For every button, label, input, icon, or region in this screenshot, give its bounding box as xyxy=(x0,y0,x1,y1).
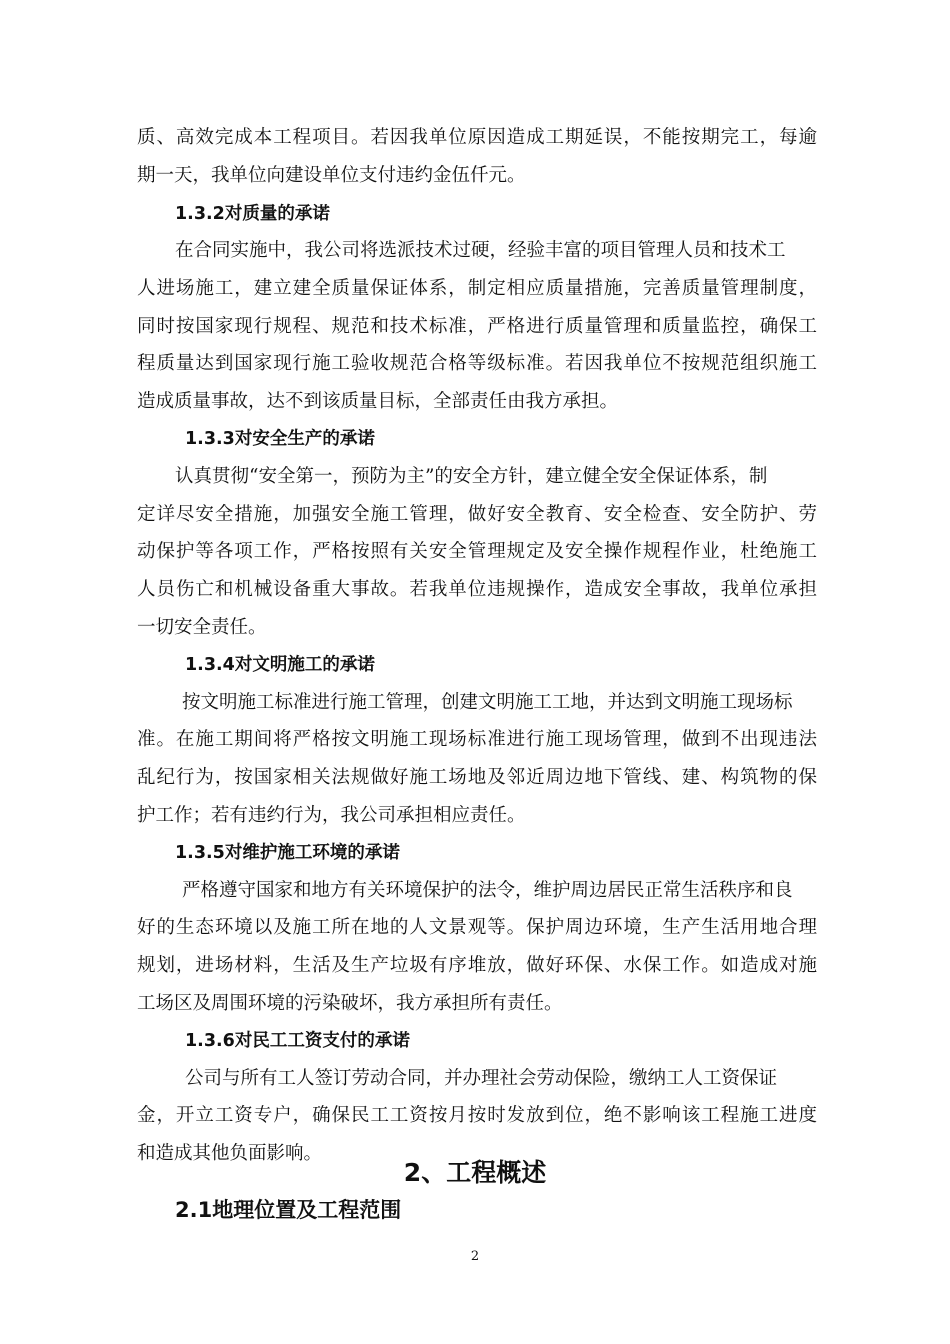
paragraph-line: 规划，进场材料，生活及生产垃圾有序堆放，做好环保、水保工作。如造成对施 xyxy=(137,955,817,976)
paragraph-line: 一切安全责任。 xyxy=(137,617,267,638)
paragraph-line: 护工作；若有违约行为，我公司承担相应责任。 xyxy=(137,805,526,826)
paragraph-line: 工场区及周围环境的污染破坏，我方承担所有责任。 xyxy=(137,993,563,1014)
paragraph-line: 准。在施工期间将严格按文明施工现场标准进行施工现场管理，做到不出现违法 xyxy=(137,729,817,750)
paragraph-line: 定详尽安全措施，加强安全施工管理，做好安全教育、安全检查、安全防护、劳 xyxy=(137,504,817,525)
paragraph-line: 公司与所有工人签订劳动合同，并办理社会劳动保险，缴纳工人工资保证 xyxy=(185,1068,778,1089)
paragraph-line: 好的生态环境以及施工所在地的人文景观等。保护周边环境，生产生活用地合理 xyxy=(137,917,817,938)
paragraph-line: 人进场施工，建立建全质量保证体系，制定相应质量措施，完善质量管理制度， xyxy=(137,278,817,299)
section-heading-1-3-4: 1.3.4对文明施工的承诺 xyxy=(185,655,375,675)
paragraph-line: 在合同实施中，我公司将选派技术过硬，经验丰富的项目管理人员和技术工 xyxy=(175,240,786,261)
paragraph-line: 质、高效完成本工程项目。若因我单位原因造成工期延误，不能按期完工，每逾 xyxy=(137,127,817,148)
paragraph-line: 动保护等各项工作，严格按照有关安全管理规定及安全操作规程作业，杜绝施工 xyxy=(137,541,817,562)
section-heading-1-3-2: 1.3.2对质量的承诺 xyxy=(175,204,330,224)
section-heading-2-1: 2.1地理位置及工程范围 xyxy=(175,1198,402,1222)
paragraph-line: 乱纪行为，按国家相关法规做好施工场地及邻近周边地下管线、建、构筑物的保 xyxy=(137,767,817,788)
page-number: 2 xyxy=(470,1249,480,1264)
paragraph-line: 程质量达到国家现行施工验收规范合格等级标准。若因我单位不按规范组织施工 xyxy=(137,353,817,374)
section-heading-1-3-3: 1.3.3对安全生产的承诺 xyxy=(185,429,375,449)
paragraph-line: 造成质量事故，达不到该质量目标，全部责任由我方承担。 xyxy=(137,391,619,412)
section-heading-1-3-5: 1.3.5对维护施工环境的承诺 xyxy=(175,843,400,863)
paragraph-line: 金，开立工资专户，确保民工工资按月按时发放到位，绝不影响该工程施工进度 xyxy=(137,1105,817,1126)
paragraph-line: 认真贯彻“安全第一，预防为主”的安全方针，建立健全安全保证体系，制 xyxy=(175,466,768,487)
paragraph-line: 同时按国家现行规程、规范和技术标准，严格进行质量管理和质量监控，确保工 xyxy=(137,316,817,337)
paragraph-line: 期一天，我单位向建设单位支付违约金伍仟元。 xyxy=(137,165,526,186)
paragraph-line: 严格遵守国家和地方有关环境保护的法令，维护周边居民正常生活秩序和良 xyxy=(182,880,793,901)
paragraph-line: 人员伤亡和机械设备重大事故。若我单位违规操作，造成安全事故，我单位承担 xyxy=(137,579,817,600)
chapter-title: 2、工程概述 xyxy=(403,1158,547,1187)
section-heading-1-3-6: 1.3.6对民工工资支付的承诺 xyxy=(185,1031,410,1051)
paragraph-line: 和造成其他负面影响。 xyxy=(137,1143,323,1164)
paragraph-line: 按文明施工标准进行施工管理，创建文明施工工地，并达到文明施工现场标 xyxy=(182,692,793,713)
